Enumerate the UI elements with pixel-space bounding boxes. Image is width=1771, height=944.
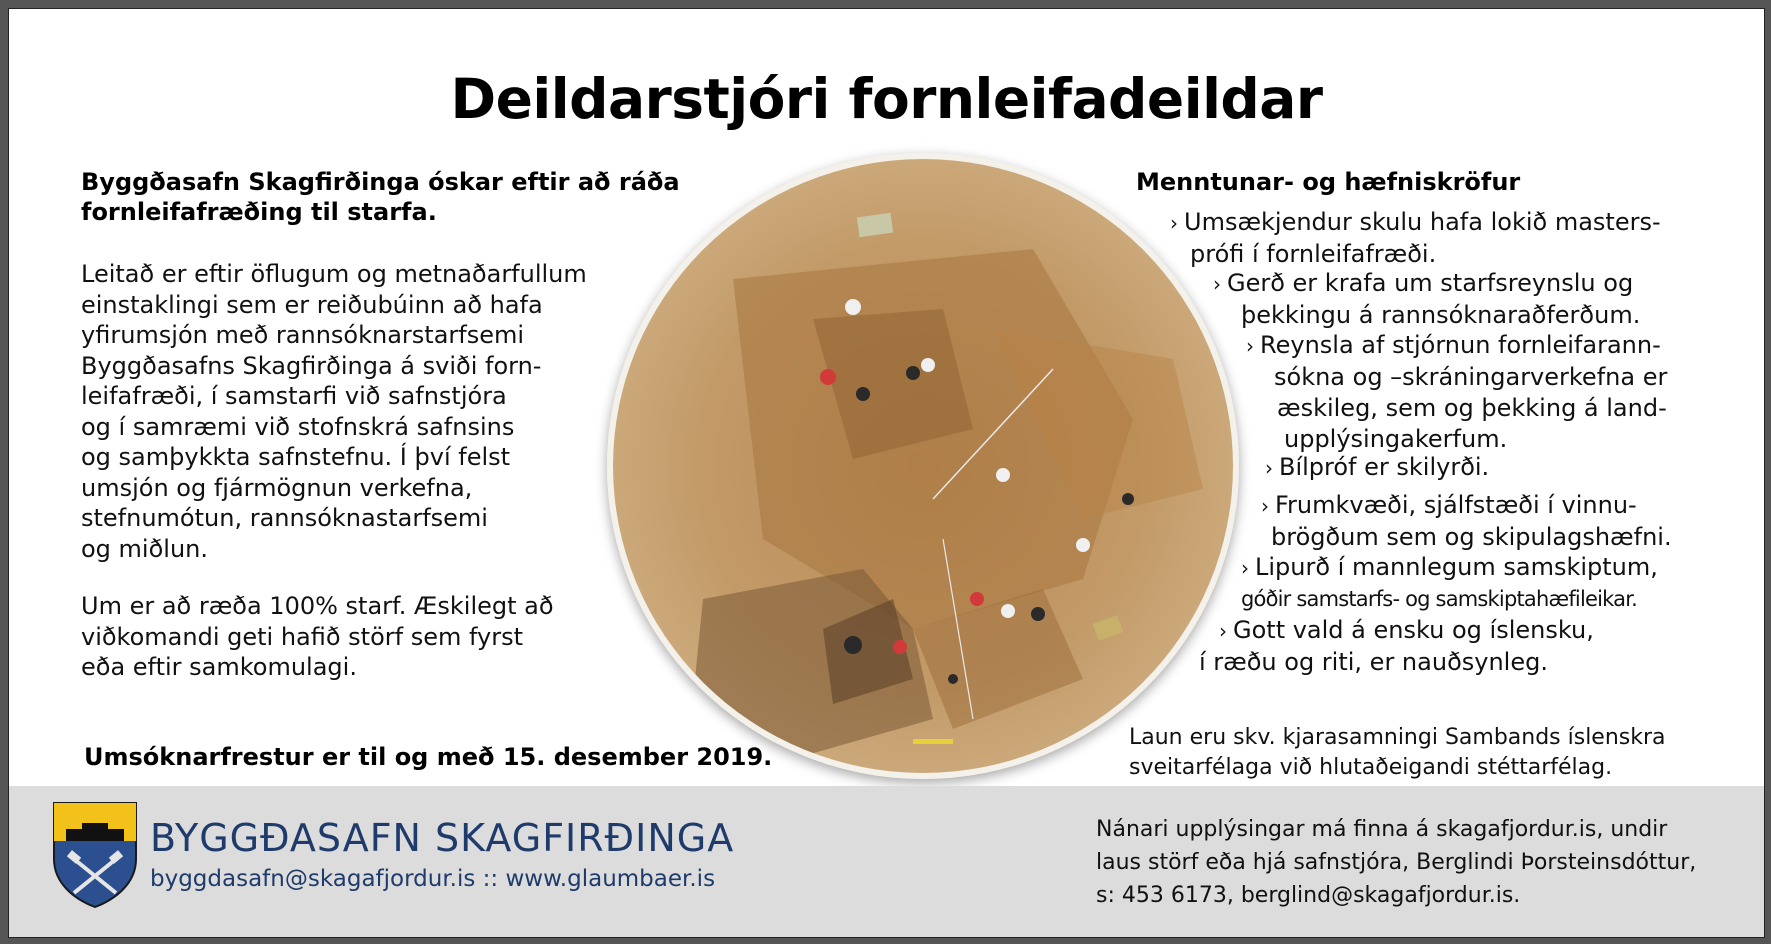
description-paragraph: [81, 259, 641, 564]
text-line: Nánari upplýsingar má finna á skagafjordur.is, undir: [1096, 817, 1668, 842]
text-line: Laun eru skv. kjarasamningi Sambands íslenskra: [1129, 725, 1666, 750]
salary-note: [1129, 723, 1729, 783]
page-title: Deildarstjóri fornleifadeildar: [450, 67, 1323, 131]
bullet-arrow-icon: ›: [1241, 556, 1249, 580]
text-line: umsjón og fjármögnun verkefna,: [81, 473, 473, 502]
text-line: Byggðasafns Skagfirðinga á sviði forn-: [81, 351, 542, 380]
poster: [8, 8, 1765, 938]
text-line: s: 453 6173, berglind@skagafjordur.is.: [1096, 883, 1521, 908]
bullet-arrow-icon: ›: [1261, 494, 1269, 518]
text-line: eða eftir samkomulagi.: [81, 653, 357, 681]
text-line: og samþykkta safnstefnu. Í því felst: [81, 443, 511, 471]
text-line: Um er að ræða 100% starf. Æskilegt að: [81, 592, 554, 620]
museum-shield-logo: [52, 801, 138, 909]
requirement-item: › Umsækjendur skulu hafa lokið masters- prófi í fornleifafræði.: [1170, 208, 1661, 268]
deadline-text: Umsóknarfrestur er til og með 15. desember 2019.: [84, 743, 773, 771]
lead-text: Byggðasafn Skagfirðinga óskar eftir að ráða fornleifafræðing til starfa.: [81, 168, 680, 226]
more-info: [1096, 813, 1736, 912]
text-line: og í samræmi við stofnskrá safnsins: [81, 412, 515, 441]
bullet-arrow-icon: ›: [1265, 456, 1273, 480]
org-name: BYGGÐASAFN SKAGFIRÐINGA: [150, 816, 735, 860]
text-line: Leitað er eftir öflugum og metnaðarfullum: [81, 260, 587, 288]
requirement-item: › Frumkvæði, sjálfstæði í vinnu- brögðum sem og skipulagshæfni.: [1261, 491, 1672, 551]
text-line: viðkomandi geti hafið störf sem fyrst: [81, 622, 523, 651]
employment-paragraph: [81, 591, 641, 683]
bullet-arrow-icon: ›: [1219, 619, 1227, 643]
text-line: laus störf eða hjá safnstjóra, Berglindi Þorsteinsdóttur,: [1096, 850, 1697, 875]
contact-links[interactable]: byggdasafn@skagafjordur.is :: www.glaumbaer.is: [150, 866, 716, 892]
requirement-item: › Gerð er krafa um starfsreynslu og þekkingu á rannsóknaraðferðum.: [1213, 269, 1641, 329]
requirement-item: › Gott vald á ensku og íslensku, í ræðu og riti, er nauðsynleg.: [1199, 616, 1594, 676]
requirement-item: › Lipurð í mannlegum samskiptum, góðir samstarfs- og samskiptahæfileikar.: [1241, 553, 1658, 611]
text-line: einstaklingi sem er reiðubúinn að hafa: [81, 290, 543, 319]
text-line: leifafræði, í samstarfi við safnstjóra: [81, 382, 507, 410]
requirement-item: › Reynsla af stjórnun fornleifarann- sókna og –skráningarverkefna er æskileg, sem og þekking á land- upplýsingakerfum.: [1246, 331, 1668, 453]
text-line: yfirumsjón með rannsóknarstarfsemi: [81, 321, 525, 349]
text-line: stefnumótun, rannsóknastarfsemi: [81, 504, 488, 532]
bullet-arrow-icon: ›: [1246, 334, 1254, 358]
text-line: og miðlun.: [81, 534, 208, 563]
footer: [9, 786, 1764, 937]
bullet-arrow-icon: ›: [1213, 272, 1221, 296]
requirements-heading: Menntunar- og hæfniskröfur: [1136, 168, 1521, 196]
excavation-aerial-photo: [607, 153, 1239, 779]
requirement-item: › Bílpróf er skilyrði.: [1265, 453, 1490, 481]
bullet-arrow-icon: ›: [1170, 211, 1178, 235]
text-line: sveitarfélaga við hlutaðeigandi stéttarfélag.: [1129, 755, 1613, 780]
